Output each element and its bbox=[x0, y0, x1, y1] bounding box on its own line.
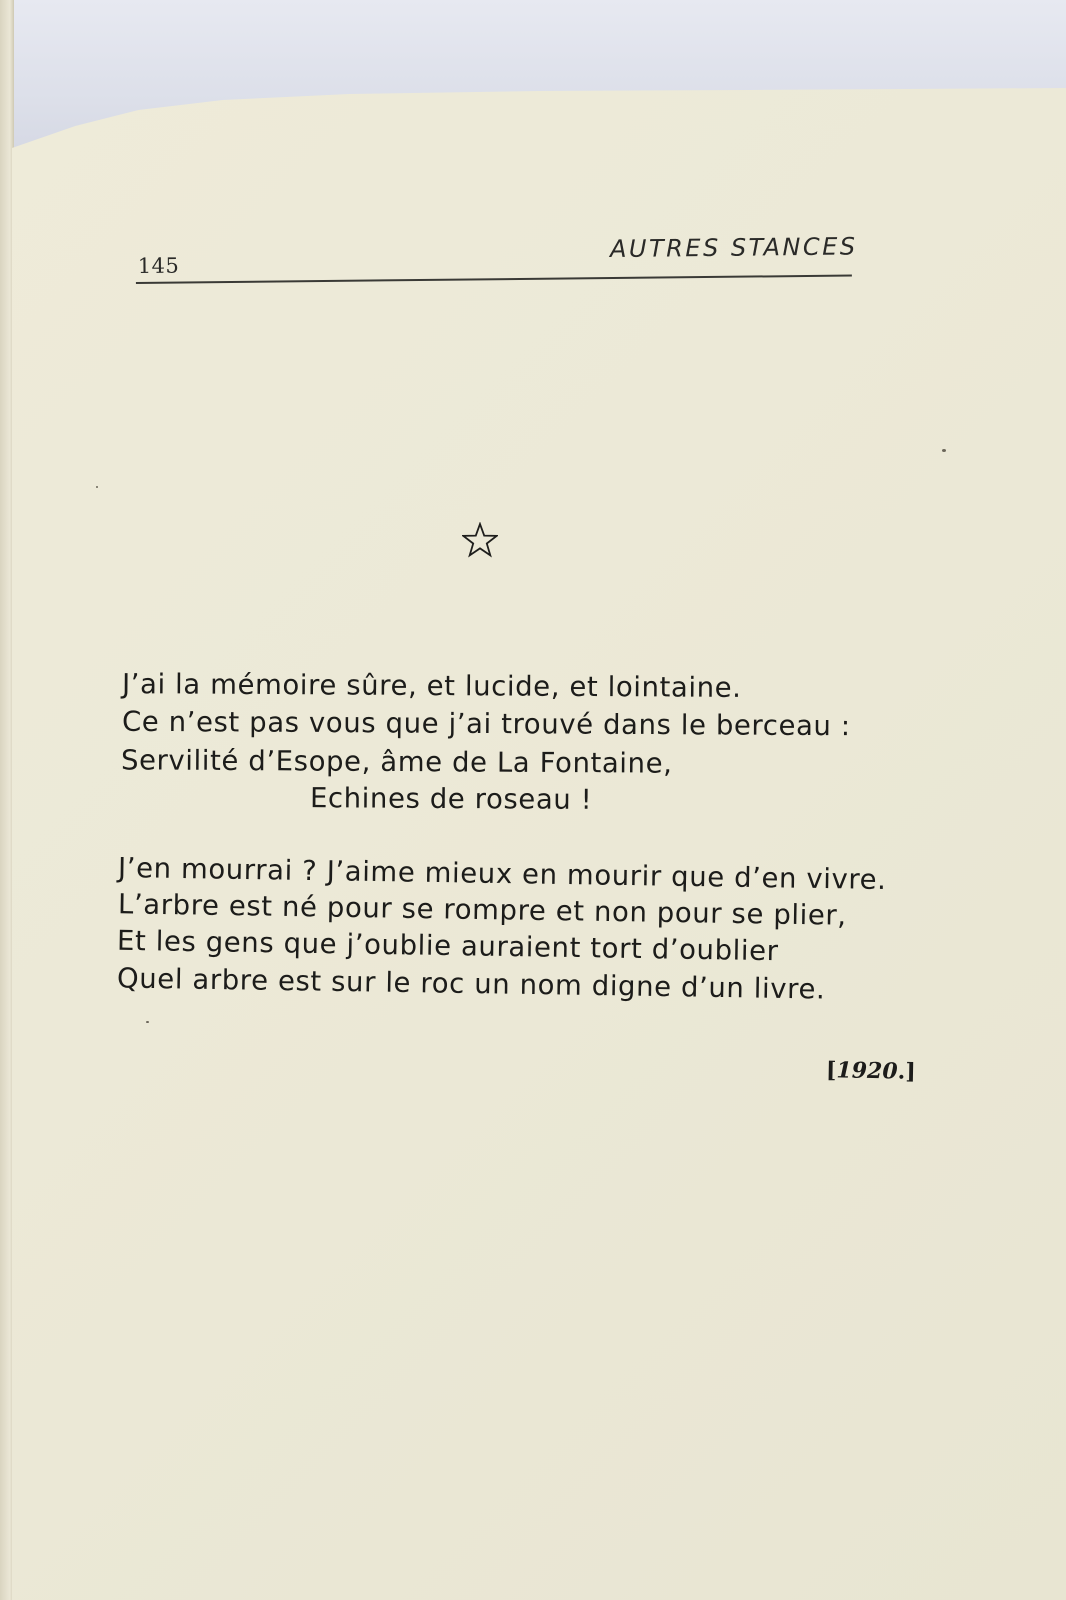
running-head: AUTRES STANCES bbox=[609, 232, 858, 264]
paper-speck bbox=[942, 449, 946, 452]
facing-page-edge bbox=[0, 0, 14, 1600]
verse-line: Echines de roseau ! bbox=[309, 782, 593, 816]
paper-speck bbox=[96, 486, 98, 488]
verse-line: Ce n’est pas vous que j’ai trouvé dans le berceau : bbox=[121, 705, 851, 743]
verse-line: Quel arbre est sur le roc un nom digne d’un livre. bbox=[116, 962, 826, 1006]
verse-line: Et les gens que j’oublie auraient tort d’oublier bbox=[116, 924, 779, 968]
date-note bbox=[826, 1057, 916, 1085]
book-page bbox=[12, 88, 1066, 1600]
date-open-bracket: [ bbox=[825, 1057, 837, 1084]
verse-line: J’en mourrai ? J’aime mieux en mourir que d’en vivre. bbox=[117, 851, 887, 897]
verse-line: Servilité d’Esope, âme de La Fontaine, bbox=[120, 744, 673, 780]
verse-line: J’ai la mémoire sûre, et lucide, et lointaine. bbox=[121, 668, 742, 704]
star-outline-icon bbox=[462, 522, 498, 558]
date-close: .] bbox=[897, 1058, 916, 1085]
header-rule bbox=[136, 275, 852, 284]
paper-speck bbox=[146, 1021, 149, 1023]
page-header bbox=[135, 232, 865, 290]
date-year: 1920 bbox=[836, 1057, 898, 1085]
verse-line: L’arbre est né pour se rompre et non pour se plier, bbox=[117, 888, 847, 932]
page-number: 145 bbox=[137, 253, 180, 278]
